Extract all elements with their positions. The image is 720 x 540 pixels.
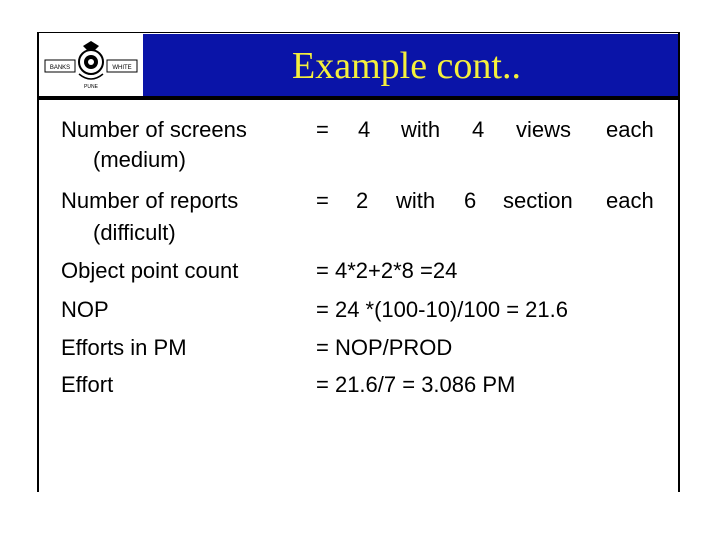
slide-border-right [678, 32, 680, 492]
slide-border-left [37, 32, 39, 492]
title-bar-shadow [37, 96, 680, 100]
row-token: 4 [472, 117, 485, 142]
logo [39, 34, 143, 96]
row-token: 6 [464, 188, 477, 213]
logo-left-text: BANKS [49, 65, 71, 71]
row-token: with [401, 117, 441, 142]
row-value: = NOP/PROD [316, 335, 453, 360]
row-value: = 4*2+2*8 =24 [316, 258, 458, 283]
row-token: 2 [356, 188, 369, 213]
row-token: = [316, 188, 329, 213]
logo-right-text: WHITE [112, 65, 132, 71]
row-token: each [606, 117, 654, 142]
row-value: = 24 *(100-10)/100 = 21.6 [316, 297, 568, 322]
row-token: = [316, 117, 329, 142]
row-label: Effort [61, 372, 114, 397]
slide-title: Example cont.. [292, 45, 521, 87]
slide-border-top [37, 32, 680, 33]
row-token: views [516, 117, 572, 142]
row-value: = 21.6/7 = 3.086 PM [316, 372, 516, 397]
row-label: NOP [61, 297, 109, 322]
row-label: Number of screens [61, 117, 247, 142]
row-sublabel: (medium) [93, 147, 186, 172]
logo-bottom-text: PUNE [84, 84, 98, 90]
row-token: with [396, 188, 436, 213]
emblem-icon [43, 38, 139, 92]
row-sublabel: (difficult) [93, 220, 176, 245]
row-token: section [503, 188, 573, 213]
row-token: 4 [358, 117, 371, 142]
row-token: each [606, 188, 654, 213]
row-label: Number of reports [61, 188, 239, 213]
row-label: Object point count [61, 258, 239, 283]
row-label: Efforts in PM [61, 335, 187, 360]
